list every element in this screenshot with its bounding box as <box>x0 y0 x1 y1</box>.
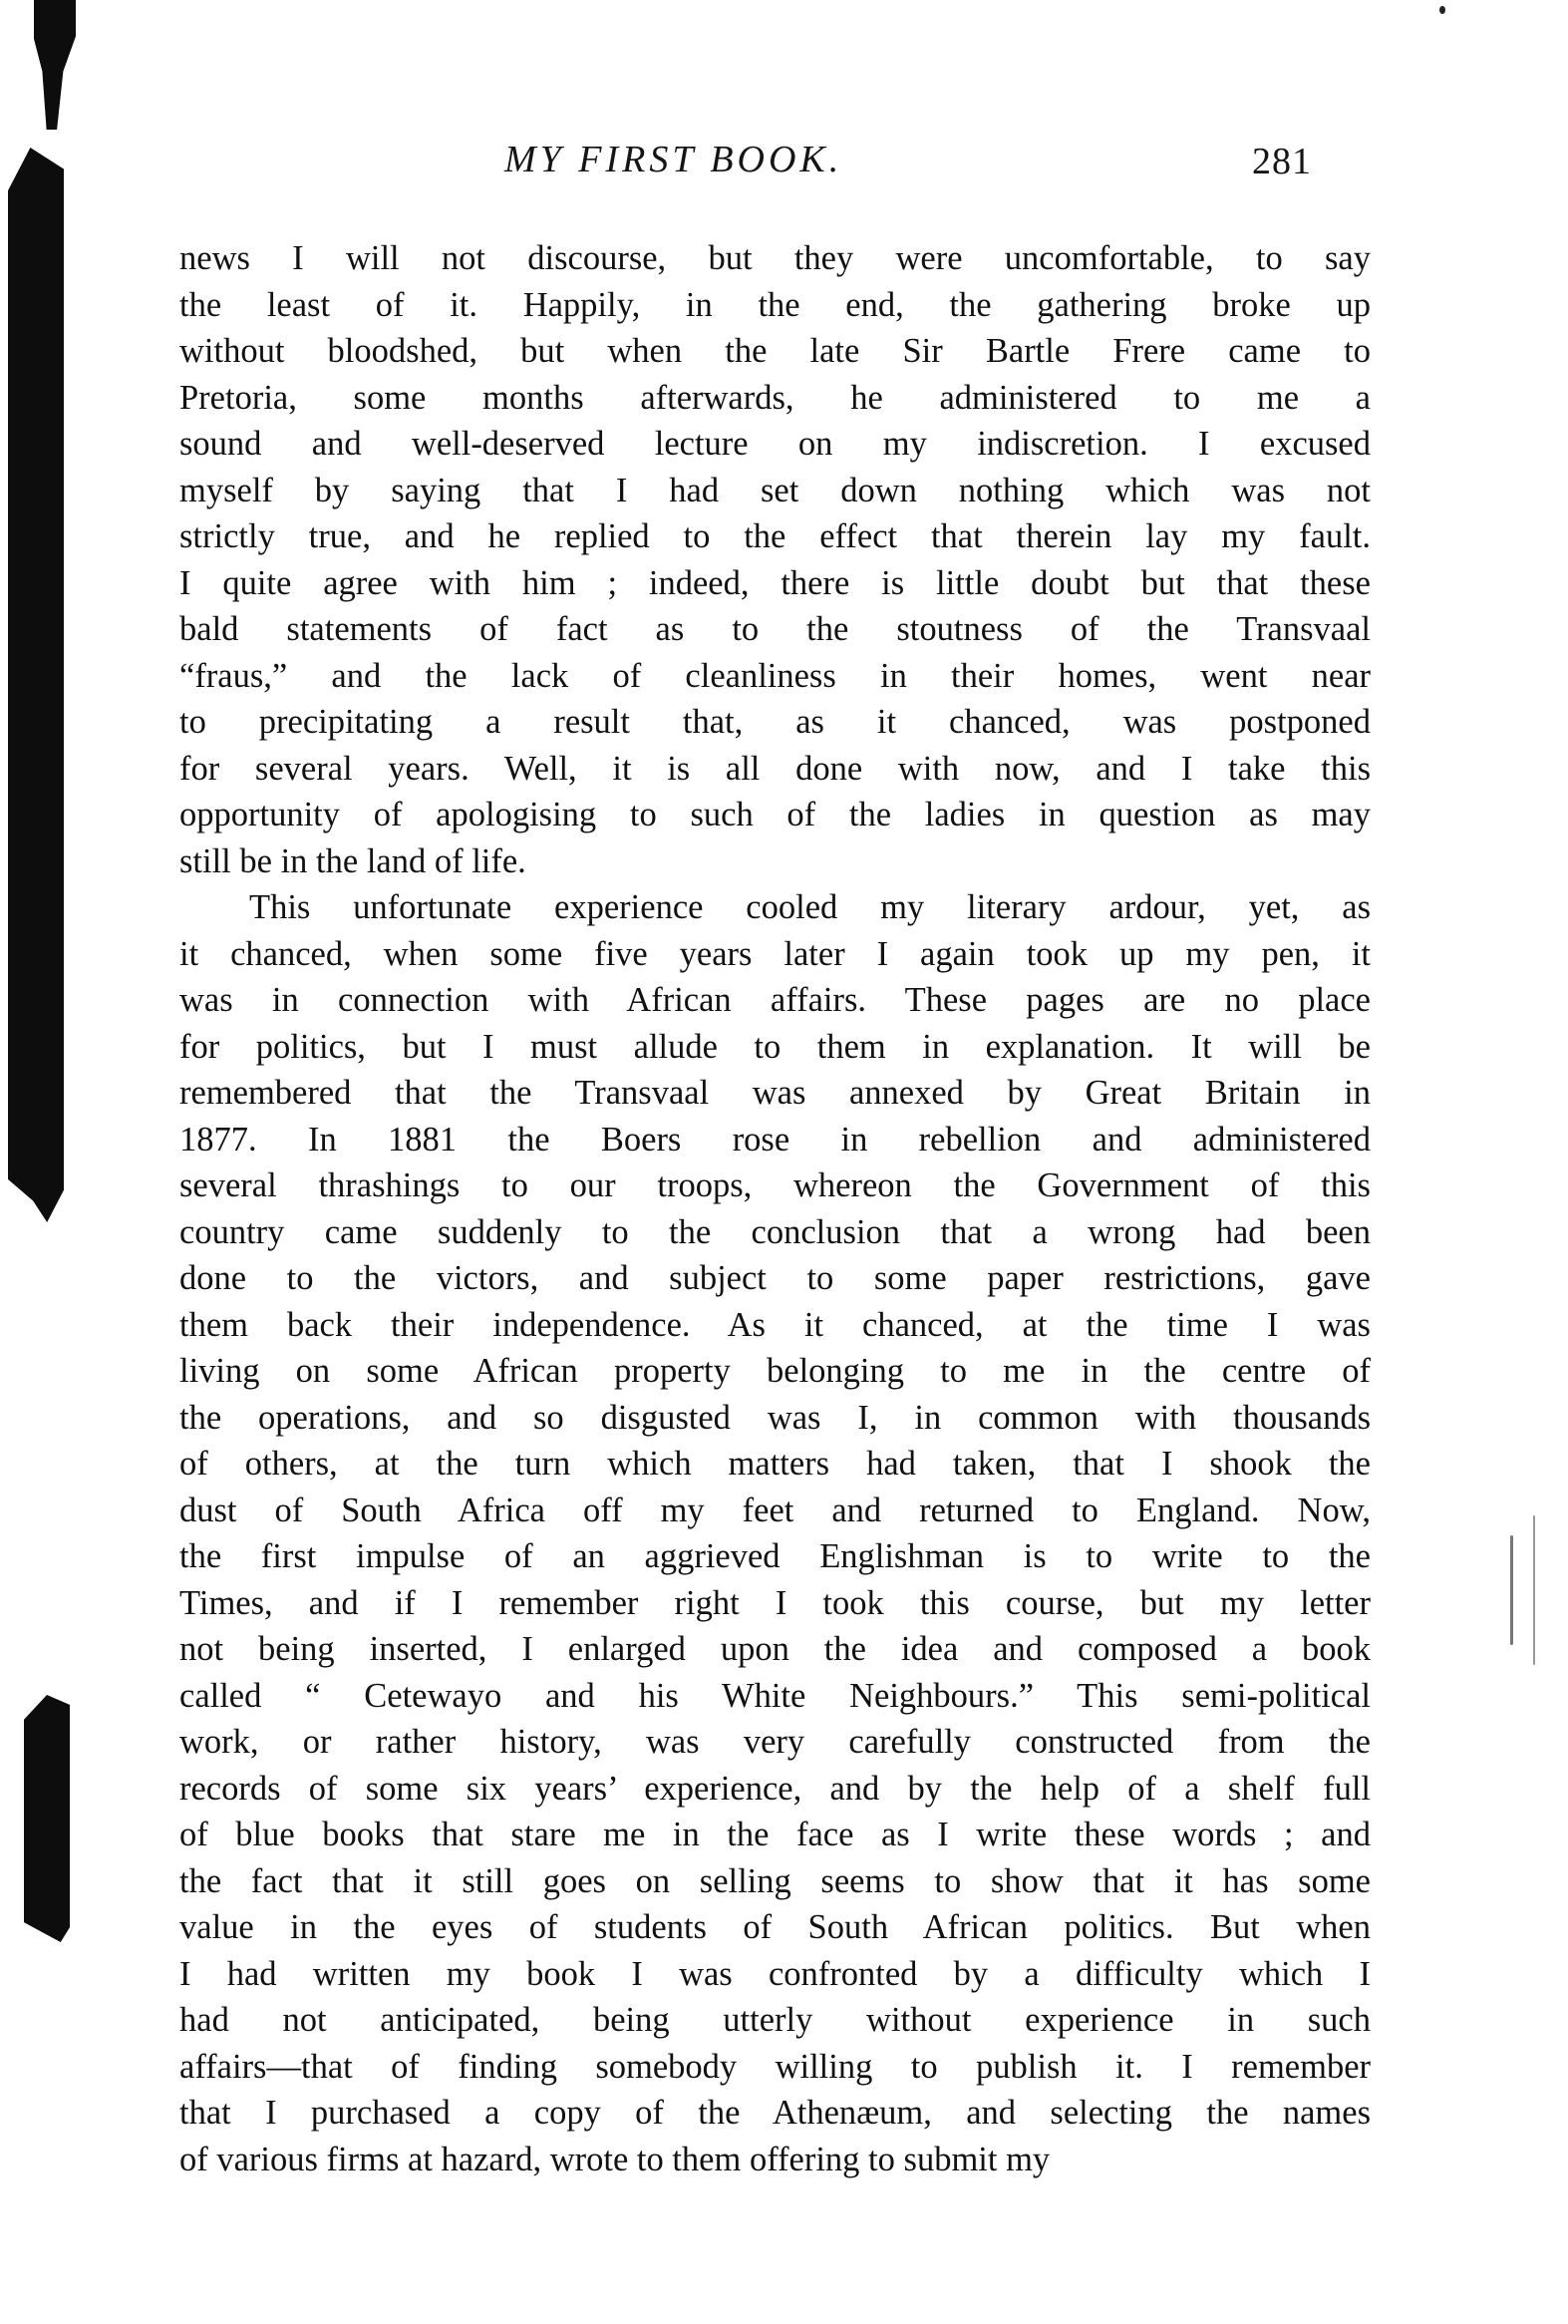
page-number: 281 <box>1252 141 1312 182</box>
text-line: records of some six years’ experience, and by the help of a shelf full <box>179 1769 1371 1808</box>
scan-edge-mark <box>1510 1535 1513 1645</box>
scan-binding-shadow-top <box>34 0 76 130</box>
text-line: affairs—that of finding somebody willing to publish it. I remember <box>179 2047 1371 2086</box>
text-line: “fraus,” and the lack of cleanliness in their homes, went near <box>179 656 1371 695</box>
text-line: 1877. In 1881 the Boers rose in rebellion and administered <box>179 1120 1371 1159</box>
text-line: work, or rather history, was very carefully constructed from the <box>179 1723 1371 1761</box>
text-line: myself by saying that I had set down nothing which was not <box>179 471 1371 509</box>
text-line: remembered that the Transvaal was annexed by Great Britain in <box>179 1074 1371 1112</box>
paragraph <box>179 884 1371 2182</box>
text-line: of blue books that stare me in the face as I write these words ; and <box>179 1816 1371 1853</box>
text-line: bald statements of fact as to the stoutness of the Transvaal <box>179 610 1371 648</box>
running-head <box>0 138 1568 197</box>
scan-binding-shadow-spine <box>8 148 64 1222</box>
text-line: dust of South Africa off my feet and returned to England. Now, <box>179 1491 1371 1529</box>
body-text <box>179 235 1371 2182</box>
text-line: it chanced, when some five years later I again took up my pen, it <box>179 934 1371 973</box>
text-line: of others, at the turn which matters had taken, that I shook the <box>179 1445 1371 1483</box>
text-line: was in connection with African affairs. These pages are no place <box>179 981 1371 1019</box>
text-line: for several years. Well, it is all done with now, and I take this <box>179 749 1371 788</box>
text-line: done to the victors, and subject to some paper restrictions, gave <box>179 1259 1371 1297</box>
text-line: for politics, but I must allude to them in explanation. It will be <box>179 1027 1371 1066</box>
text-line: strictly true, and he replied to the effect that therein lay my fault. <box>179 517 1371 555</box>
text-line: not being inserted, I enlarged upon the idea and composed a book <box>179 1630 1371 1668</box>
paragraph <box>179 235 1371 884</box>
text-line: Pretoria, some months afterwards, he administered to me a <box>179 378 1371 417</box>
text-line: opportunity of apologising to such of the ladies in question as may <box>179 796 1371 833</box>
text-line: called “ Cetewayo and his White Neighbours.” This semi-political <box>179 1676 1371 1715</box>
scan-speck <box>1439 6 1445 14</box>
text-line: sound and well-deserved lecture on my indiscretion. I excused <box>179 425 1371 463</box>
text-line: This unfortunate experience cooled my literary ardour, yet, as <box>249 888 1371 926</box>
text-line: Times, and if I remember right I took this course, but my letter <box>179 1583 1371 1622</box>
text-line: the first impulse of an aggrieved Englishman is to write to the <box>179 1537 1371 1575</box>
text-line: the operations, and so disgusted was I, in common with thousands <box>179 1398 1371 1437</box>
text-line: to precipitating a result that, as it chanced, was postponed <box>179 703 1371 741</box>
text-line: the least of it. Happily, in the end, the gathering broke up <box>179 285 1371 324</box>
text-line: the fact that it still goes on selling seems to show that it has some <box>179 1861 1371 1900</box>
scan-edge-line <box>1533 1515 1535 1665</box>
text-line: country came suddenly to the conclusion that a wrong had been <box>179 1212 1371 1251</box>
text-line: value in the eyes of students of South African politics. But when <box>179 1908 1371 1946</box>
scan-binding-shadow-lower <box>24 1695 70 1942</box>
text-line: still be in the land of life. <box>179 841 526 880</box>
text-line: without bloodshed, but when the late Sir Bartle Frere came to <box>179 332 1371 370</box>
text-line: of various firms at hazard, wrote to them offering to submit my <box>179 2140 1051 2178</box>
text-line: them back their independence. As it chanced, at the time I was <box>179 1305 1371 1344</box>
text-line: several thrashings to our troops, whereon the Government of this <box>179 1166 1371 1204</box>
text-line: that I purchased a copy of the Athenæum, and selecting the names <box>179 2094 1371 2132</box>
text-line: had not anticipated, being utterly without experience in such <box>179 2001 1371 2039</box>
running-head-title: MY FIRST BOOK. <box>504 139 843 180</box>
text-line: news I will not discourse, but they were uncomfortable, to say <box>179 239 1371 277</box>
text-line: living on some African property belonging to me in the centre of <box>179 1352 1371 1390</box>
text-line: I had written my book I was confronted by a difficulty which I <box>179 1954 1371 1993</box>
text-line: I quite agree with him ; indeed, there is little doubt but that these <box>179 563 1371 602</box>
